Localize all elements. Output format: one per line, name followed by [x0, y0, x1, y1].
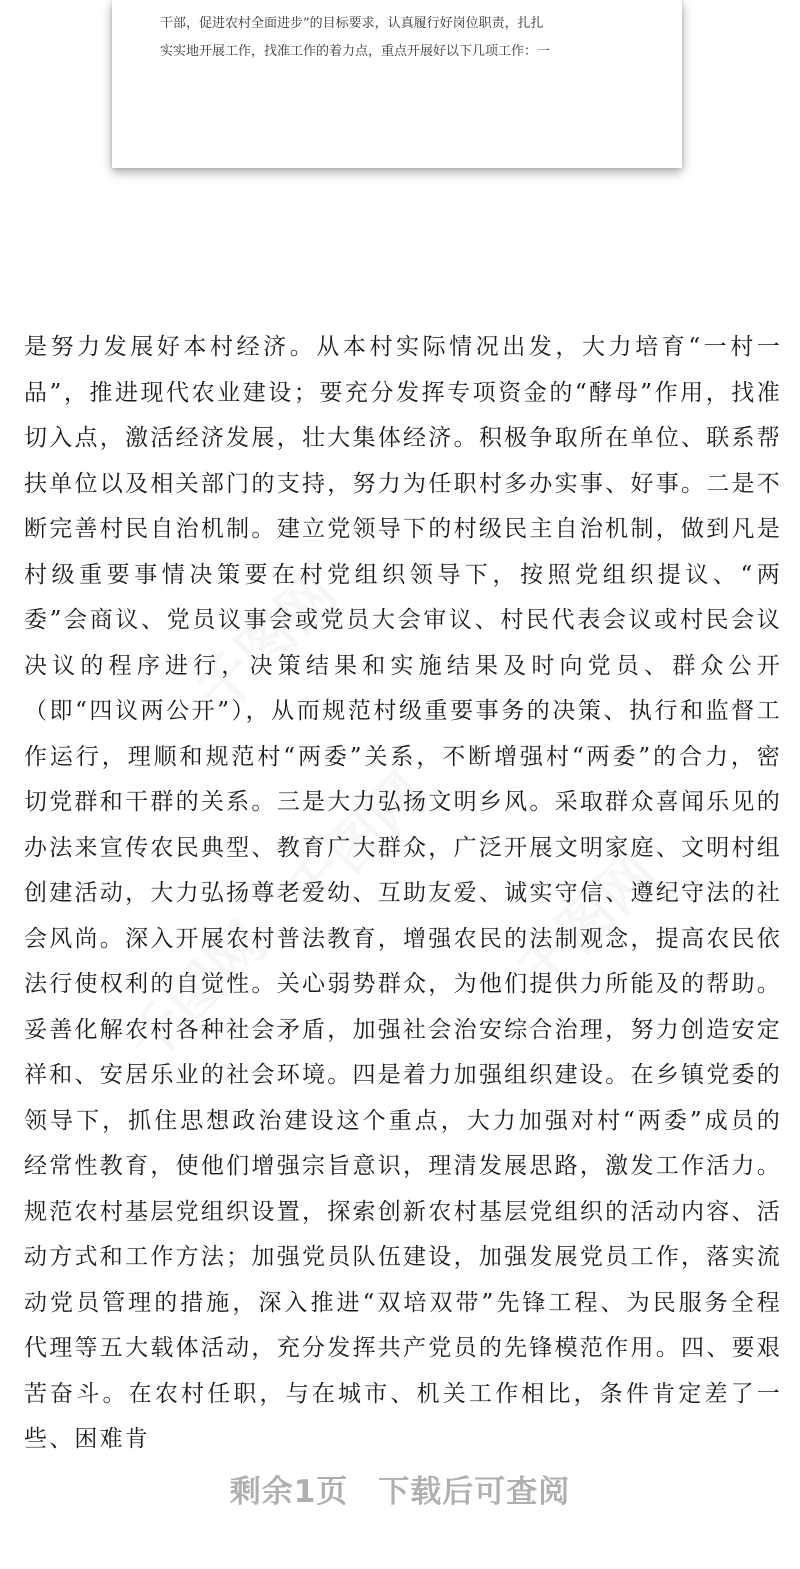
- preview-card-text: [160, 10, 640, 66]
- document-body-paragraph: 是努力发展好本村经济。从本村实际情况出发，大力培育“一村一品”，推进现代农业建设；要充分发挥专项资金的“酵母”作用，找准切入点，激活经济发展，壮大集体经济。积极争取所在单位、联系帮扶单位以及相关部门的支持，努力为任职村多办实事、好事。二是不断完善村民自治机制。建立党领导下的村级民主自治机制，做到凡是村级重要事情决策要在村党组织领导下，按照党组织提议、“两委”会商议、党员议事会或党员大会审议、村民代表会议或村民会议决议的程序进行，决策结果和实施结果及时向党员、群众公开（即“四议两公开”），从而规范村级重要事务的决策、执行和监督工作运行，理顺和规范村“两委”关系，不断增强村“两委”的合力，密切党群和干群的关系。三是大力弘扬文明乡风。采取群众喜闻乐见的办法来宣传农民典型、教育广大群众，广泛开展文明家庭、文明村组创建活动，大力弘扬尊老爱幼、互助友爱、诚实守信、遵纪守法的社会风尚。深入开展农村普法教育，增强农民的法制观念，提高农民依法行使权利的自觉性。关心弱势群众，为他们提供力所能及的帮助。妥善化解农村各种社会矛盾，加强社会治安综合治理，努力创造安定祥和、安居乐业的社会环境。四是着力加强组织建设。在乡镇党委的领导下，抓住思想政治建设这个重点，大力加强对村“两委”成员的经常性教育，使他们增强宗旨意识，理清发展思路，激发工作活力。规范农村基层党组织设置，探索创新农村基层党组织的活动内容、活动方式和工作方法；加强党员队伍建设，加强发展党员工作，落实流动党员管理的措施，深入推进“双培双带”先锋工程、为民服务全程代理等五大载体活动，充分发挥共产党员的先锋模范作用。四、要艰苦奋斗。在农村任职，与在城市、机关工作相比，条件肯定差了一些、困难肯: [24, 334, 782, 1452]
- previous-page-preview-card: [112, 0, 682, 168]
- remaining-pages-count: 剩余1页: [229, 1474, 349, 1510]
- remaining-pages-banner[interactable]: [0, 1466, 800, 1511]
- preview-card-line: 干部，促进农村全面进步”的目标要求，认真履行好岗位职责，扎扎: [160, 16, 544, 31]
- download-to-view-text: 下载后可查阅: [378, 1474, 571, 1510]
- preview-card-line: 实实地开展工作，找准工作的着力点，重点开展好以下几项工作：一: [160, 44, 551, 59]
